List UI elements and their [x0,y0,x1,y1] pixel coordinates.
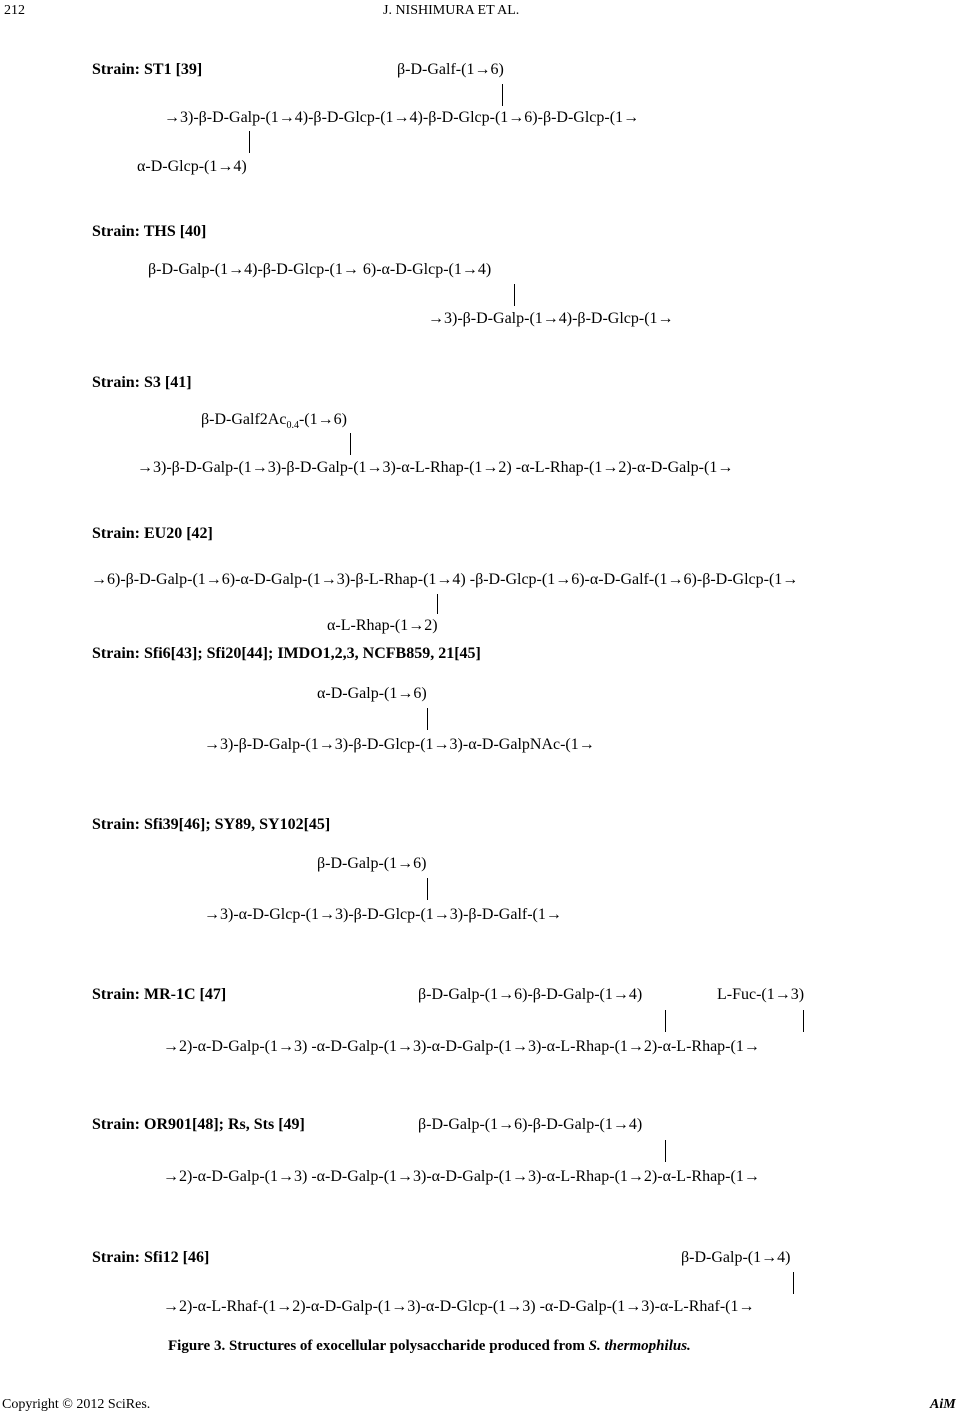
branch-link [427,708,428,730]
branch-chain: L-Fuc-(1→3) [717,986,805,1003]
strain-label: Strain: Sfi39[46]; SY89, SY102[45] [92,816,331,833]
main-chain: →2)-α-D-Galp-(1→3) -α-D-Galp-(1→3)-α-D-Galp-(1→3)-α-L-Rhap-(1→2)-α-L-Rhap-(1→ [163,1038,760,1055]
strain-label: Strain: EU20 [42] [92,525,213,542]
branch-link [803,1010,804,1032]
branch-chain: β-D-Galp-(1→6)-β-D-Galp-(1→4) [418,1116,643,1133]
branch-link [249,131,250,153]
strain-label: Strain: S3 [41] [92,374,192,391]
main-chain: →3)-β-D-Galp-(1→3)-β-D-Galp-(1→3)-α-L-Rhap-(1→2) -α-L-Rhap-(1→2)-α-D-Galp-(1→ [137,459,734,476]
main-chain: →3)-α-D-Glcp-(1→3)-β-D-Glcp-(1→3)-β-D-Galf-(1→ [204,906,562,923]
main-chain: →3)-β-D-Galp-(1→3)-β-D-Glcp-(1→3)-α-D-GalpNAc-(1→ [204,736,595,753]
strain-label: Strain: MR-1C [47] [92,986,227,1003]
main-chain: →3)-β-D-Galp-(1→4)-β-D-Glcp-(1→ [428,310,674,327]
main-chain: →2)-α-L-Rhaf-(1→2)-α-D-Galp-(1→3)-α-D-Glcp-(1→3) -α-D-Galp-(1→3)-α-L-Rhaf-(1→ [163,1298,755,1315]
figure-caption: Figure 3. Structures of exocellular polysaccharide produced from S. thermophilus. [168,1338,691,1354]
strain-label: Strain: Sfi6[43]; Sfi20[44]; IMDO1,2,3, NCFB859, 21[45] [92,645,481,662]
strain-label: Strain: ST1 [39] [92,61,203,78]
branch-link [793,1272,794,1294]
branch-link [514,284,515,306]
branch-link [437,594,438,614]
branch-link [665,1010,666,1032]
branch-chain: α-D-Galp-(1→6) [317,685,427,702]
main-chain: →3)-β-D-Galp-(1→4)-β-D-Glcp-(1→4)-β-D-Glcp-(1→6)-β-D-Glcp-(1→ [164,109,640,126]
branch-link [665,1140,666,1162]
branch-link [350,433,351,455]
main-chain: →2)-α-D-Galp-(1→3) -α-D-Galp-(1→3)-α-D-Galp-(1→3)-α-L-Rhap-(1→2)-α-L-Rhap-(1→ [163,1168,760,1185]
branch-chain: α-D-Glcp-(1→4) [137,158,247,175]
branch-chain: α-L-Rhap-(1→2) [327,617,438,634]
main-chain: →6)-β-D-Galp-(1→6)-α-D-Galp-(1→3)-β-L-Rhap-(1→4) -β-D-Glcp-(1→6)-α-D-Galf-(1→6)-β-D-Glcp-(1→ [91,571,799,588]
running-title: J. NISHIMURA ET AL. [383,3,520,18]
branch-link [427,878,428,900]
branch-link [502,84,503,106]
strain-label: Strain: OR901[48]; Rs, Sts [49] [92,1116,305,1133]
strain-label: Strain: THS [40] [92,223,207,240]
branch-chain: $\beta-D-Galf2Ac_{0.4}-(1\to 6)$ [201,411,347,432]
branch-chain: β-D-Galp-(1→6)-β-D-Galp-(1→4) [418,986,643,1003]
page-number: 212 [4,3,25,18]
journal-name: AiM [930,1397,956,1412]
strain-label: Strain: Sfi12 [46] [92,1249,210,1266]
branch-chain: β-D-Galp-(1→6) [317,855,427,872]
branch-chain: β-D-Galf-(1→6) [397,61,504,78]
copyright-notice: Copyright © 2012 SciRes. [2,1397,151,1412]
branch-chain: β-D-Galp-(1→4)-β-D-Glcp-(1→ 6)-α-D-Glcp-(1→4) [148,261,492,278]
branch-chain: β-D-Galp-(1→4) [681,1249,791,1266]
